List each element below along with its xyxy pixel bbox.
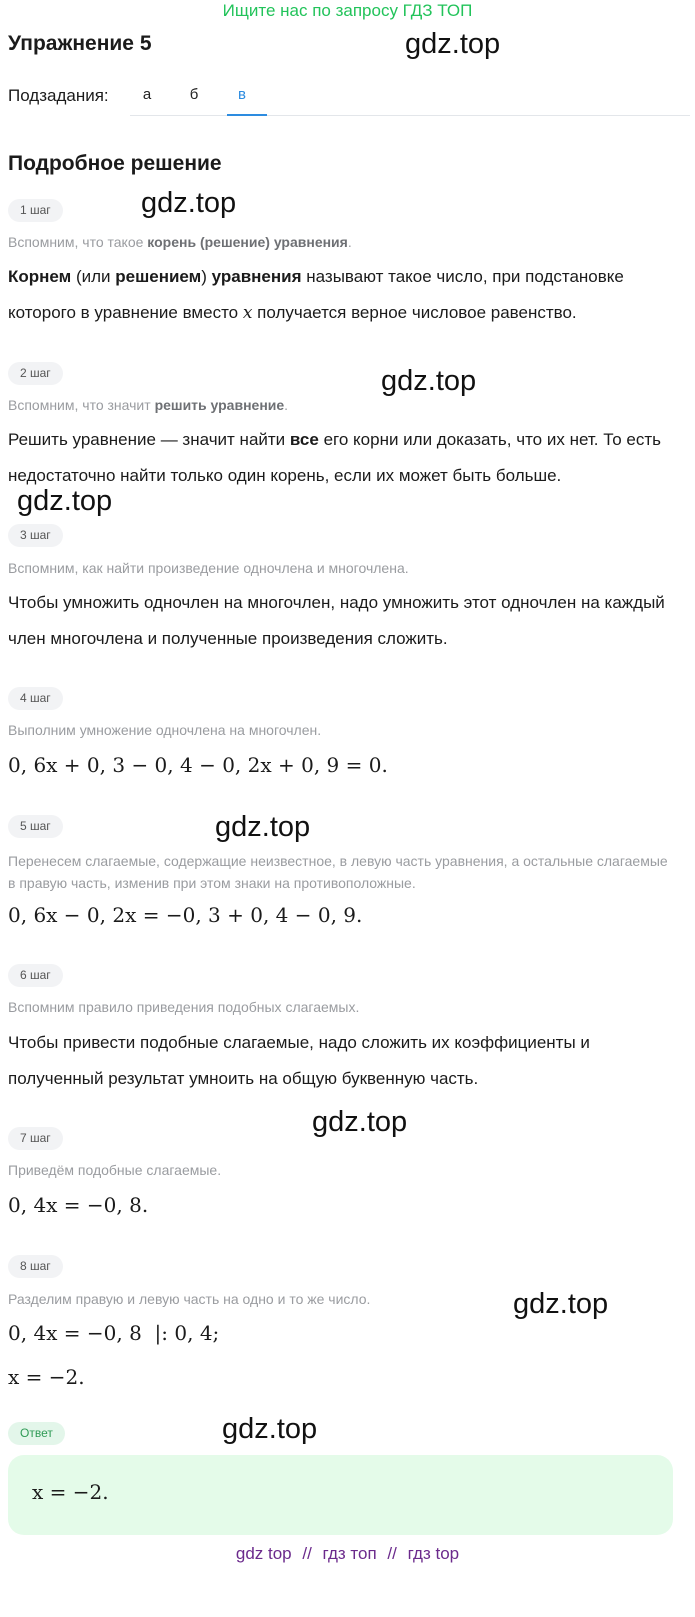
subtasks-label: Подзадания: [8,86,109,105]
step-badge: 2 шаг [8,362,63,385]
footer-links [0,1544,695,1564]
step-badge: 6 шаг [8,964,63,987]
step-badge: 8 шаг [8,1255,63,1278]
step-badge: 3 шаг [8,524,63,547]
step-hint: Вспомним, что значит решить уравнение. [8,397,289,413]
footer-link[interactable]: gdz top [235,1544,292,1563]
page-title: Упражнение 5 [8,32,152,55]
step-hint: Вспомним, как найти произведение одночлена и многочлена. [8,560,409,576]
watermark: gdz.top [312,1106,408,1138]
step-hint: Выполним умножение одночлена на многочлен. [8,722,322,738]
step-formula: x = −2. [8,1365,85,1389]
promo-banner[interactable]: Ищите нас по запросу ГДЗ ТОП [222,1,473,20]
answer-badge: Ответ [8,1422,65,1445]
footer-separator: // [302,1544,312,1563]
step-hint: Вспомним правило приведения подобных слагаемых. [8,999,360,1015]
step-text: Решить уравнение — значит найти все его корни или доказать, что их нет. То есть недостаточно найти только один корень, если их может быть больше. [8,430,662,485]
watermark: gdz.top [513,1288,609,1320]
step-formula: 0, 6x + 0, 3 − 0, 4 − 0, 2x + 0, 9 = 0. [8,753,388,777]
step-badge: 5 шаг [8,815,63,838]
tab-a[interactable]: а [142,86,152,103]
watermark: gdz.top [381,365,477,397]
footer-link[interactable]: гдз top [407,1544,460,1563]
step-formula: 0, 6x − 0, 2x = −0, 3 + 0, 4 − 0, 9. [8,903,363,927]
watermark: gdz.top [215,811,311,843]
active-tab-indicator [227,114,267,116]
footer-link[interactable]: гдз топ [322,1544,377,1563]
step-hint: Перенесем слагаемые, содержащие неизвестное, в левую часть уравнения, а остальные слагаемые в правую часть, изменив при этом знаки на противоположные. [8,853,668,891]
answer-formula: x = −2. [32,1480,109,1504]
step-badge: 7 шаг [8,1127,63,1150]
tabs-divider [130,115,690,116]
step-formula: 0, 4x = −0, 8 |: 0, 4; [8,1321,220,1345]
footer-separator: // [387,1544,397,1563]
step-text: Корнем (или решением) уравнения называют такое число, при подстановке которого в уравнение вместо x получается верное числовое равенство. [8,267,624,323]
step-formula: 0, 4x = −0, 8. [8,1193,149,1217]
tab-v[interactable]: в [238,86,246,103]
section-title: Подробное решение [8,152,222,175]
step-hint: Вспомним, что такое корень (решение) уравнения. [8,234,352,250]
step-badge: 1 шаг [8,199,63,222]
step-text: Чтобы умножить одночлен на многочлен, надо умножить этот одночлен на каждый член многочлена и полученные произведения сложить. [8,593,665,648]
step-badge: 4 шаг [8,687,63,710]
tab-b[interactable]: б [189,86,199,103]
watermark: gdz.top [17,485,113,517]
watermark: gdz.top [141,187,237,219]
step-hint: Разделим правую и левую часть на одно и то же число. [8,1291,371,1307]
step-text: Чтобы привести подобные слагаемые, надо сложить их коэффициенты и полученный результат умноить на общую буквенную часть. [8,1033,590,1088]
step-hint: Приведём подобные слагаемые. [8,1162,222,1178]
watermark: gdz.top [405,28,501,60]
watermark: gdz.top [222,1413,318,1445]
